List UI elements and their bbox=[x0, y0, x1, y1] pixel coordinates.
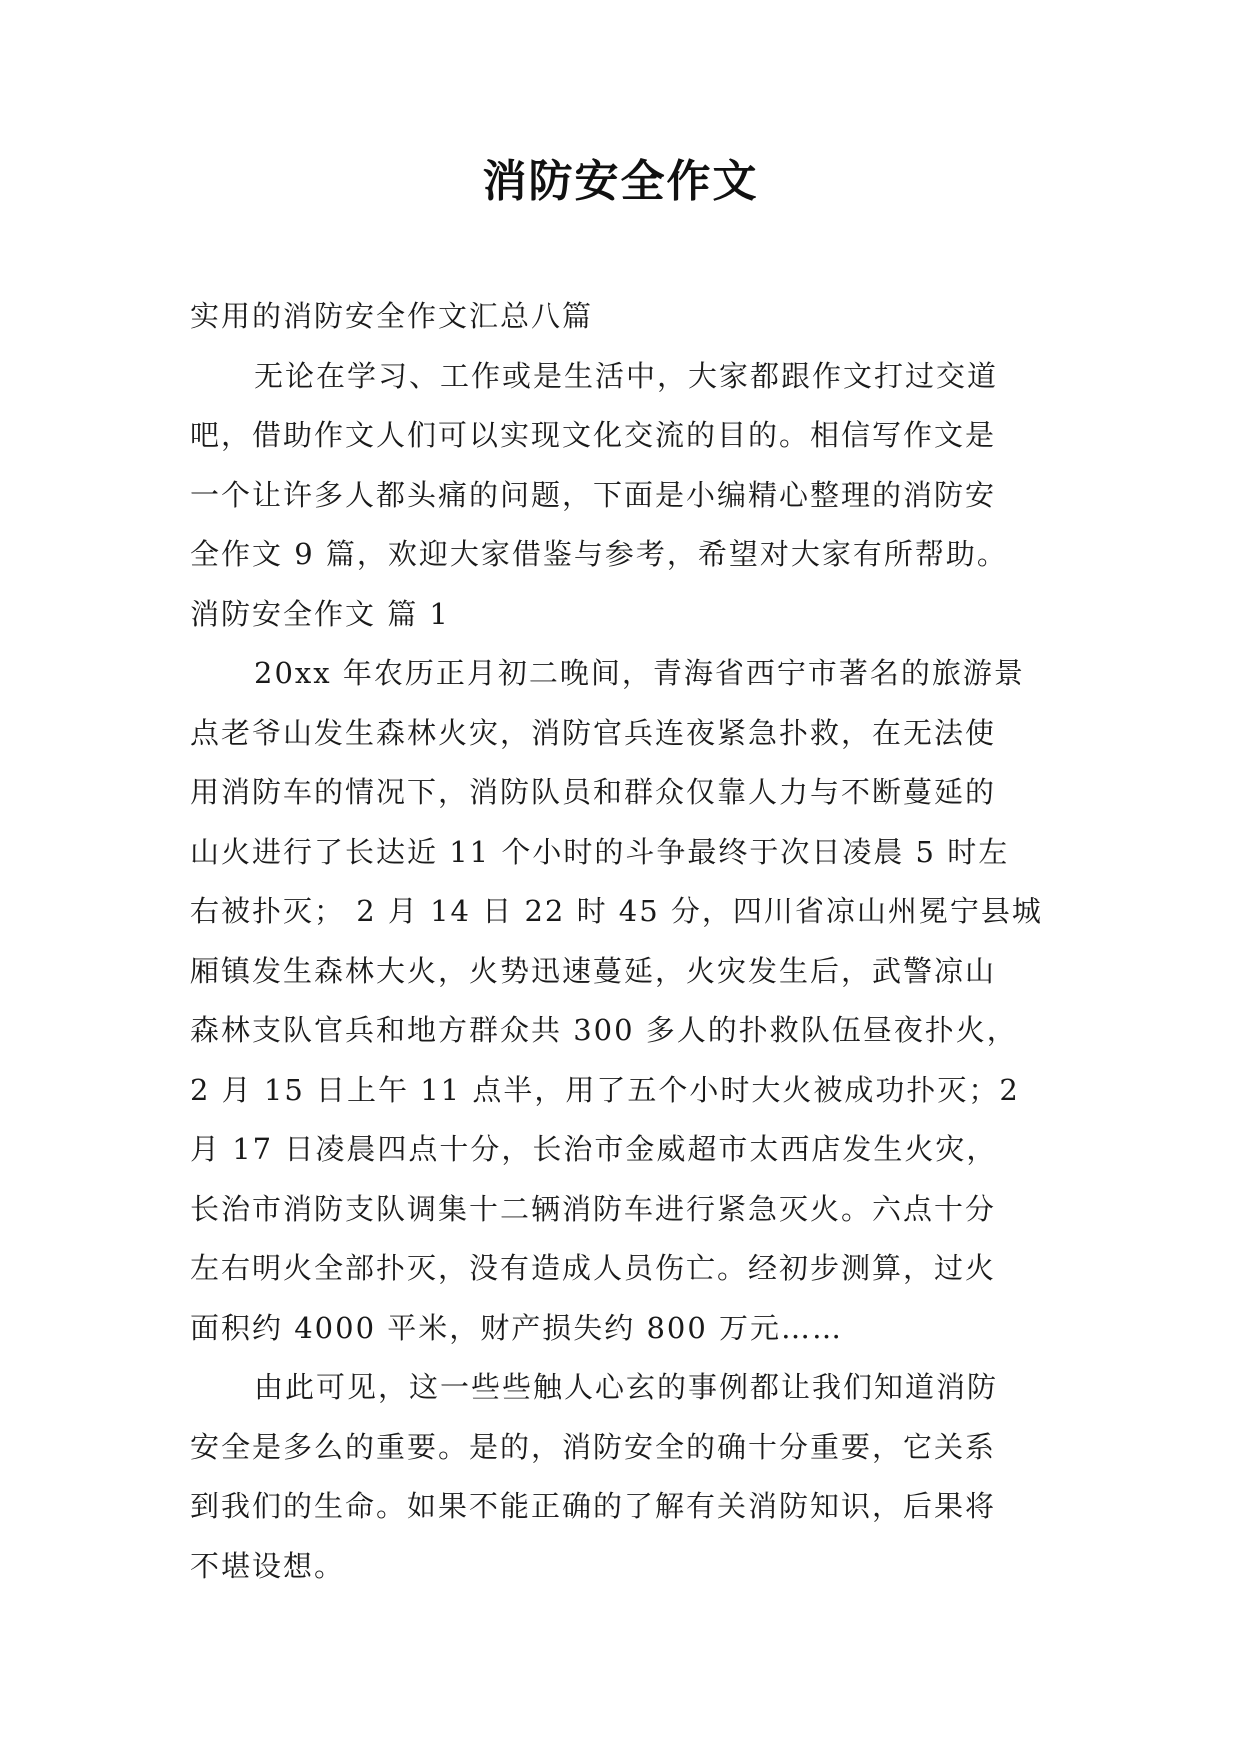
text-line: 无论在学习、工作或是生活中，大家都跟作文打过交道 bbox=[254, 358, 999, 393]
text-line: 全作文 9 篇，欢迎大家借鉴与参考，希望对大家有所帮助。 bbox=[190, 537, 1008, 571]
document-body bbox=[190, 287, 1060, 1596]
text-line: 吧，借助作文人们可以实现文化交流的目的。相信写作文是 bbox=[190, 418, 997, 452]
text-line: 到我们的生命。如果不能正确的了解有关消防知识，后果将 bbox=[190, 1489, 997, 1523]
text-line: 点老爷山发生森林火灾，消防官兵连夜紧急扑救，在无法使 bbox=[190, 715, 997, 750]
text-line: 山火进行了长达近 11 个小时的斗争最终于次日凌晨 5 时左 bbox=[190, 834, 1010, 869]
text-line: 由此可见，这一些些触人心玄的事例都让我们知道消防 bbox=[254, 1370, 999, 1404]
text-line: 不堪设想。 bbox=[190, 1548, 346, 1583]
text-line: 月 17 日凌晨四点十分，长治市金威超市太西店发生火灾， bbox=[190, 1132, 998, 1166]
text-line: 面积约 4000 平米，财产损失约 800 万元…… bbox=[190, 1310, 844, 1345]
text-line: 用消防车的情况下，消防队员和群众仅靠人力与不断蔓延的 bbox=[190, 775, 997, 809]
text-line: 一个让许多人都头痛的问题，下面是小编精心整理的消防安 bbox=[190, 477, 997, 512]
text-line: 长治市消防支队调集十二辆消防车进行紧急灭火。六点十分 bbox=[190, 1191, 997, 1226]
text-line: 2 月 15 日上午 11 点半，用了五个小时大火被成功扑灭；2 bbox=[190, 1072, 1020, 1107]
text-line: 消防安全作文 篇 1 bbox=[190, 596, 450, 631]
text-line: 左右明火全部扑灭，没有造成人员伤亡。经初步测算，过火 bbox=[190, 1251, 997, 1285]
text-line: 右被扑灭； 2 月 14 日 22 时 45 分，四川省凉山州冕宁县城 bbox=[190, 894, 1043, 928]
text-line: 20xx 年农历正月初二晚间，青海省西宁市著名的旅游景 bbox=[254, 656, 1025, 690]
text-line: 安全是多么的重要。是的，消防安全的确十分重要，它关系 bbox=[190, 1429, 997, 1464]
document-title: 消防安全作文 bbox=[482, 156, 759, 207]
text-line: 森林支队官兵和地方群众共 300 多人的扑救队伍昼夜扑火， bbox=[190, 1013, 1018, 1047]
text-line: 厢镇发生森林大火，火势迅速蔓延，火灾发生后，武警凉山 bbox=[190, 953, 997, 988]
text-line: 实用的消防安全作文汇总八篇 bbox=[190, 299, 594, 333]
